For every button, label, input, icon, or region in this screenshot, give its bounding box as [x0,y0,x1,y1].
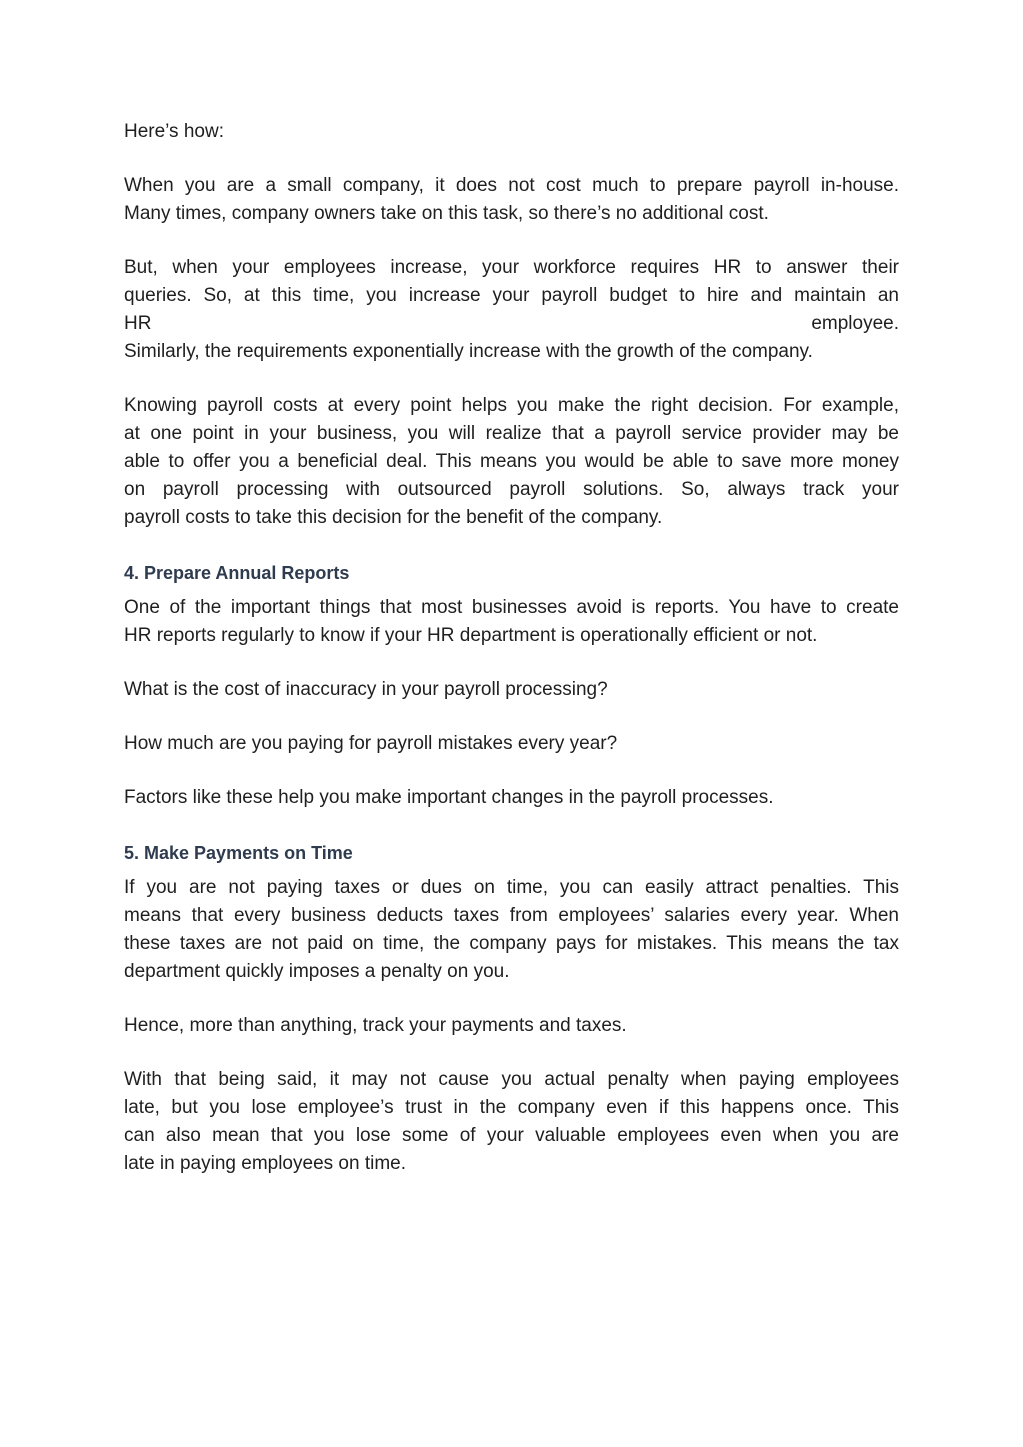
text-line: HR reports regularly to know if your HR department is operationally efficient or not. [124,625,818,646]
text-line: these taxes are not paid on time, the company pays for mistakes. This means the tax [124,933,899,954]
text-line: How much are you paying for payroll mistakes every year? [124,733,618,754]
text-line: queries. So, at this time, you increase your payroll budget to hire and maintain an [124,285,899,306]
trust-paragraph [124,1066,899,1178]
taxes-paragraph [124,874,899,986]
document-page [124,118,899,1178]
text-word: employee. [811,313,899,334]
text-line: One of the important things that most businesses avoid is reports. You have to create [124,597,899,618]
track-payments-paragraph [124,1012,899,1040]
text-line: late, but you lose employee’s trust in the company even if this happens once. This [124,1097,899,1118]
text-line: If you are not paying taxes or dues on time, you can easily attract penalties. This [124,877,899,898]
text-line: But, when your employees increase, your workforce requires HR to answer their [124,257,899,278]
text-line [124,310,899,338]
reports-paragraph [124,594,899,650]
text-line: on payroll processing with outsourced payroll solutions. So, always track your [124,479,899,500]
text-line: Knowing payroll costs at every point helps you make the right decision. For example, [124,395,899,416]
text-line: can also mean that you lose some of your valuable employees even when you are [124,1125,899,1146]
text-line: Factors like these help you make important changes in the payroll processes. [124,787,774,808]
text-word: HR [124,313,152,334]
text-line: Hence, more than anything, track your payments and taxes. [124,1015,627,1036]
text-line: able to offer you a beneficial deal. This means you would be able to save more money [124,451,899,472]
text-line: With that being said, it may not cause you actual penalty when paying employees [124,1069,899,1090]
text-line: at one point in your business, you will realize that a payroll service provider may be [124,423,899,444]
text-line: When you are a small company, it does not cost much to prepare payroll in-house. [124,175,899,196]
section-heading-annual-reports: 4. Prepare Annual Reports [124,563,350,583]
small-company-paragraph [124,172,899,228]
text-line: late in paying employees on time. [124,1153,406,1174]
text-line: Similarly, the requirements exponentially increase with the growth of the company. [124,341,813,362]
factors-paragraph [124,784,899,812]
text-line: department quickly imposes a penalty on you. [124,961,510,982]
text-line: means that every business deducts taxes from employees’ salaries every year. When [124,905,899,926]
employees-increase-paragraph [124,254,899,366]
text-line: Many times, company owners take on this task, so there’s no additional cost. [124,203,769,224]
section-heading-payments-on-time: 5. Make Payments on Time [124,843,353,863]
text-line: What is the cost of inaccuracy in your payroll processing? [124,679,608,700]
text-line: Here’s how: [124,121,224,142]
intro-paragraph [124,118,899,146]
question-paragraph-2 [124,730,899,758]
question-paragraph-1 [124,676,899,704]
text-line: payroll costs to take this decision for the benefit of the company. [124,507,663,528]
payroll-costs-paragraph [124,392,899,532]
